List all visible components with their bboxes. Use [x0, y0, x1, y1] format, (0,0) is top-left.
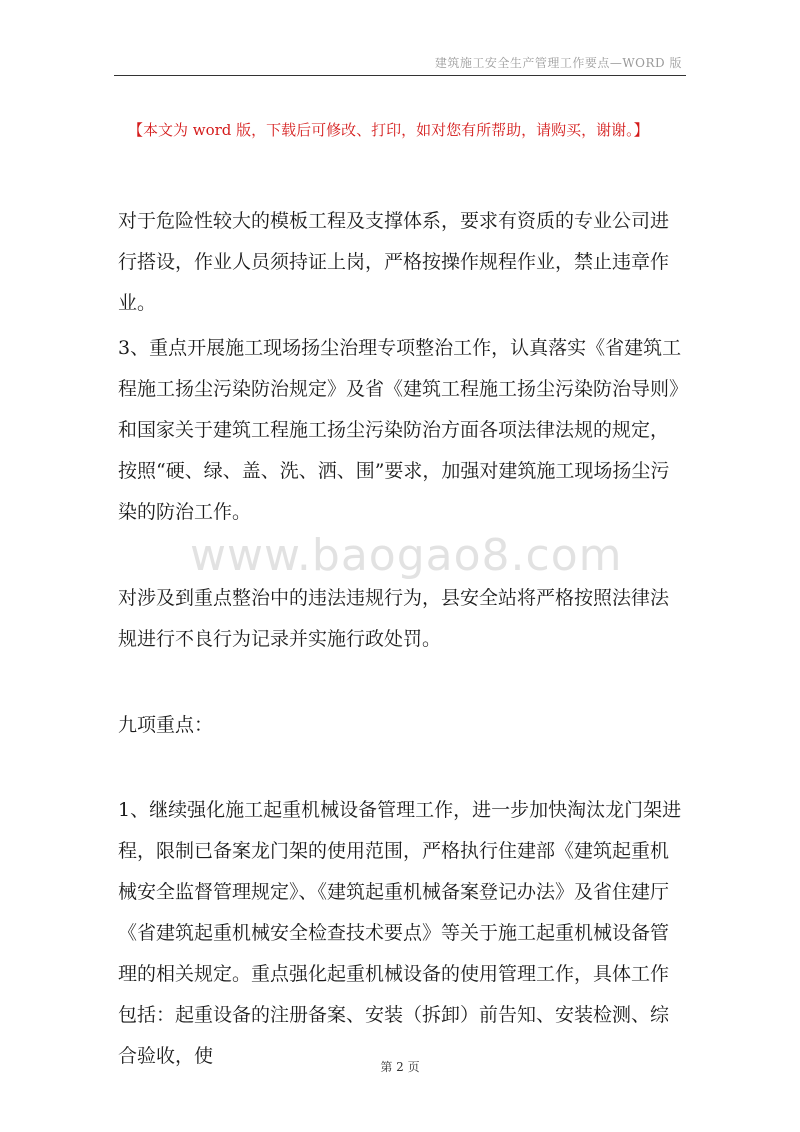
running-header: 建筑施工安全生产管理工作要点—WORD 版	[434, 56, 682, 70]
paragraph-formwork: 对于危险性较大的模板工程及支撑体系，要求有资质的专业公司进行搭设，作业人员须持证上岗，严格按操作规程作业，禁止违章作业。	[118, 210, 670, 314]
section-heading-nine-points: 九项重点：	[118, 714, 214, 736]
purchase-notice: 【本文为 word 版，下载后可修改、打印，如对您有所帮助，请购买，谢谢。】	[128, 121, 649, 139]
paragraph-dust-control: 3、重点开展施工现场扬尘治理专项整治工作，认真落实《省建筑工程施工扬尘污染防治规定》及省《建筑工程施工扬尘污染防治导则》和国家关于建筑工程施工扬尘污染防治方面各项法律法规的规定，按照“硬、绿、盖、洗、洒、围”要求，加强对建筑施工现场扬尘污染的防治工作。	[118, 337, 682, 523]
watermark: www.baogao8.com	[190, 530, 623, 581]
paragraph-lifting-machinery: 1、继续强化施工起重机械设备管理工作，进一步加快淘汰龙门架进程，限制已备案龙门架的使用范围，严格执行住建部《建筑起重机械安全监督管理规定》、《建筑起重机械备案登记办法》及省住建厅《省建筑起重机械安全检查技术要点》等关于施工起重机械设备管理的相关规定。重点强化起重机械设备的使用管理工作，具体工作包括：起重设备的注册备案、安装（拆卸）前告知、安装检测、综合验收，使	[118, 799, 682, 1067]
header-rule	[114, 75, 686, 76]
page-number: 第 2 页	[380, 1060, 420, 1074]
paragraph-penalty: 对涉及到重点整治中的违法违规行为，县安全站将严格按照法律法规进行不良行为记录并实施行政处罚。	[118, 587, 670, 650]
